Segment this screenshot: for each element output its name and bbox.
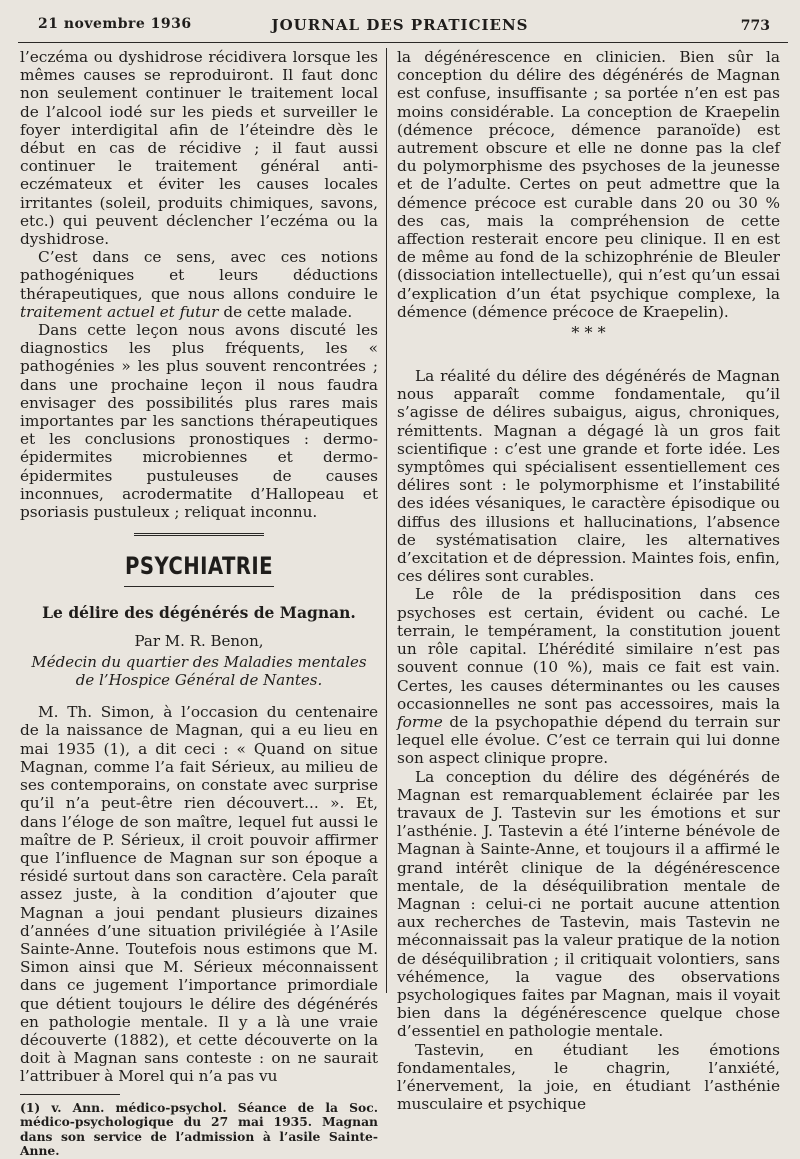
italic-forme: forme [397, 712, 443, 731]
article-byline: Par M. R. Benon, [134, 632, 264, 651]
left-column [20, 48, 378, 1159]
author-affiliation-line2: de l’Hospice Général de Nantes. [75, 671, 323, 690]
paragraph-lesson-summary: Dans cette leçon nous avons discuté les diagnostics les plus fréquents, les « pathogénies » les plus souvent rencontrées ; dans une prochaine leçon il nous faudra envisager des possibilités plus rares mais importantes par les sanctions thérapeutiques et les conclusions pronostiques : dermo-épidermites microbiennes et dermo-épidermites pustuleuses de causes inconnues, acrodermatite d’Hallopeau et psoriasis pustuleux ; reliquat inconnu. [20, 321, 378, 522]
section-rule-bottom [124, 586, 274, 587]
paragraph-eczema-continuation: l’eczéma ou dyshidrose récidivera lorsque les mêmes causes se reproduiront. Il faut donc non seulement continuer le traitement local de l’alcool iodé sur les pieds et surveiller le foyer interdigital afin de l’éteindre dès le début en cas de récidive ; il faut aussi continuer le traitement général anti-eczémateux et éviter les causes locales irritantes (soleil, produits chimiques, savons, etc.) qui peuvent déclencher l’eczéma ou la dyshidrose. [20, 48, 378, 249]
paragraph-tastevin-conception: La conception du délire des dégénérés de Magnan est remarquablement éclairée par les travaux de J. Tastevin sur les émotions et sur l’asthénie. J. Tastevin a été l’interne bénévole de Magnan à Sainte-Anne, et toujours il a affirmé le grand intérêt clinique de la dégénérescence mentale, de la déséquilibration mentale de Magnan : celui-ci ne portait aucune attention aux recherches de Tastevin, mais Tastevin ne méconnaissait pas la valeur pratique de la notion de déséquilibration ; il critiquait volontiers, sans véhémence, la vague des observations psychologiques faites par Magnan, mais il voyait bien dans la dégénérescence quelque chose d’essentiel en pathologie mentale. [397, 767, 780, 1041]
paragraph-realite-delire: La réalité du délire des dégénérés de Magnan nous apparaît comme fondamentale, qu’il s’agisse de délires subaigus, aigus, chroniques, rémittents. Magnan a dégagé là un gros fait scientifique : c’est une grande et forte idée. Les symptômes qui spécialisent essentiellement ces délires sont : le polymorphisme et l’instabilité des idées vésaniques, le caractère épisodique ou diffus des illusions et hallucinations, l’absence de systématisation claire, les alternatives d’excitation et de dépression. Maintes fois, enfin, ces délires sont curables. [397, 367, 780, 586]
paragraph-treatment [20, 248, 378, 321]
italic-treatment: traitement actuel et futur [20, 302, 219, 321]
paragraph-tastevin-emotions: Tastevin, en étudiant les émotions fondamentales, le chagrin, l’anxiété, l’énervement, la joie, en étudiant l’asthénie musculaire et psychique [397, 1040, 780, 1114]
issue-date: 21 novembre 1936 [38, 16, 192, 32]
article-title: Le délire des dégénérés de Magnan. [42, 603, 356, 623]
section-separator: * * * [571, 323, 606, 343]
text-run: de cette malade. [218, 302, 353, 321]
text-run: C’est dans ce sens, avec ces notions pathogéniques et leurs déductions thérapeutiques, que nous allons conduire le [20, 248, 378, 303]
right-column [397, 48, 780, 1113]
text-run: Le rôle de la prédisposition dans ces psychoses est certain, évident ou caché. Le terrain, le tempérament, la constitution jouent un rôle capital. L’hérédité similaire n’est pas souvent connue (10 %), mais ce fait est vain. Certes, les causes déterminantes ou les causes occasionnelles ne sont pas accessoires, mais la [397, 585, 780, 713]
paragraph-predisposition [397, 585, 780, 767]
column-divider [386, 48, 387, 993]
footnote: (1) v. Ann. médico-psychol. Séance de la Soc. médico-psychologique du 27 mai 1935. Magnan dans son service de l’admission à l’asile Sainte-Anne. [20, 1099, 378, 1159]
header-rule [18, 42, 788, 43]
journal-title: JOURNAL DES PRATICIENS [271, 16, 529, 34]
paragraph-degenerescence: la dégénérescence en clinicien. Bien sûr la conception du délire des dégénérés de Magnan est confuse, insuffisante ; sa portée n’en est pas moins considérable. La conception de Kraepelin (démence précoce, démence paranoïde) est autrement obscure et elle ne donne pas la clef du polymorphisme des psychoses de la jeunesse et de l’adulte. Certes on peut admettre que la démence précoce est curable dans 20 ou 30 % des cas, mais la compréhension de cette affection resterait encore peu clinique. Il en est de même au fond de la schizophrénie de Bleuler (dissociation intellectuelle), qui n’est qu’un essai d’explication d’un état psychique complexe, la démence (démence précoce de Kraepelin). [397, 48, 780, 321]
text-run: de la psychopathie dépend du terrain sur lequel elle évolue. C’est ce terrain qui lui donne son aspect clinique propre. [397, 712, 780, 768]
paragraph-simon-magnan: M. Th. Simon, à l’occasion du centenaire de la naissance de Magnan, qui a eu lieu en mai 1935 (1), a dit ceci : « Quand on situe Magnan, comme l’a fait Sérieux, au milieu de ses contemporains, on constate avec surprise qu’il n’a peut-être rien découvert... ». Et, dans l’éloge de son maître, lequel fut aussi le maître de P. Sérieux, il croit pouvoir affirmer que l’influence de Magnan sur son époque a résidé surtout dans son caractère. Cela paraît assez juste, à la condition d’ajouter que Magnan a joui pendant plusieurs dizaines d’années d’une situation privilégiée à l’Asile Sainte-Anne. Toutefois nous estimons que M. Simon ainsi que M. Sérieux méconnaissent dans ce jugement l’importance primordiale que détient toujours le délire des dégénérés en pathologie mentale. Il y a là une vraie découverte (1882), et cette découverte on la doit à Magnan sans conteste : on ne saurait l’attribuer à Morel qui n’a pas vu [20, 703, 378, 1086]
author-affiliation-line1: Médecin du quartier des Maladies mentales [31, 653, 367, 672]
spacer [20, 689, 378, 703]
section-rule-top [134, 533, 264, 538]
footnote-rule [20, 1094, 120, 1095]
page-number: 773 [740, 18, 770, 34]
section-title: PSYCHIATRIE [125, 552, 273, 581]
